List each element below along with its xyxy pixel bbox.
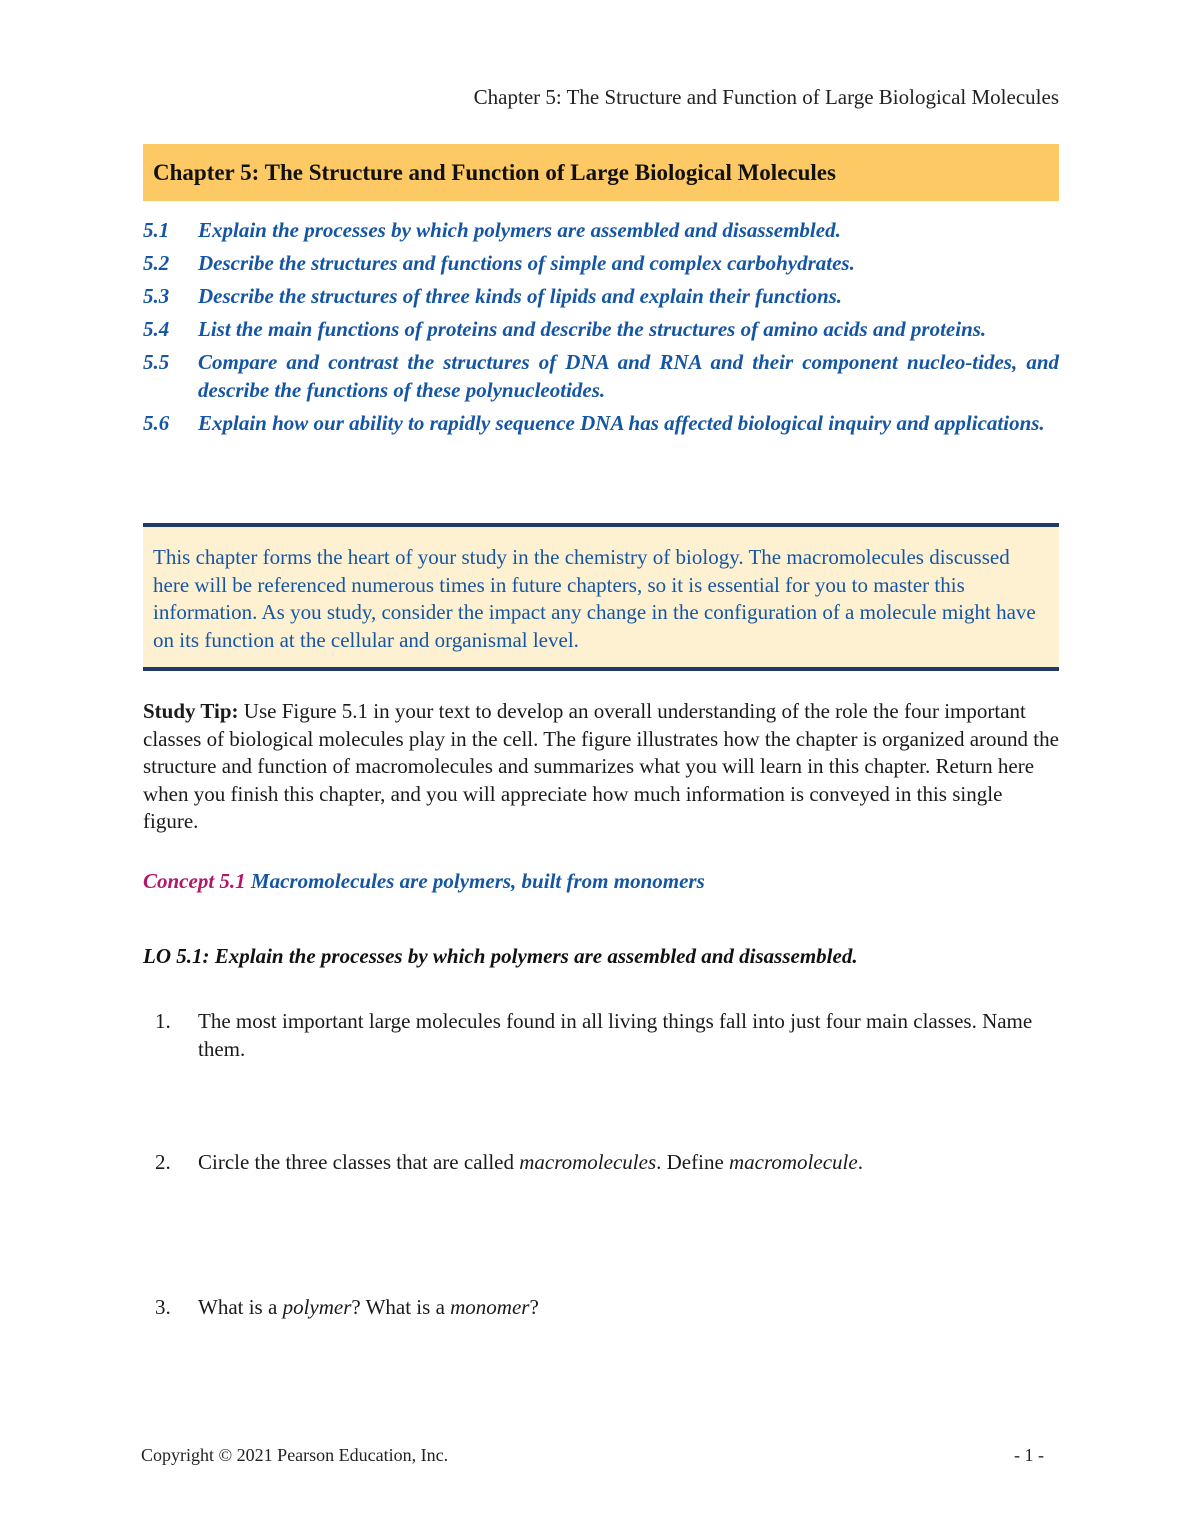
question-text-part: ?: [529, 1295, 539, 1319]
objective-text: Describe the structures of three kinds of lipids and explain their functions.: [198, 284, 843, 308]
objective-text: Explain the processes by which polymers are assembled and disassembled.: [198, 218, 841, 242]
objective-number: 5.4: [143, 317, 170, 341]
objective-item: [143, 315, 1059, 343]
intro-text: This chapter forms the heart of your study in the chemistry of biology. The macromolecules discussed here will be referenced numerous times in future chapters, so it is essential for you to master this information. As you study, consider the impact any change in the configuration of a molecule might have on its function at the cellular and organismal level.: [153, 545, 1036, 652]
question-item: [143, 1007, 1059, 1063]
objective-text: Explain how our ability to rapidly sequence DNA has affected biological inquiry and applications.: [198, 411, 1045, 435]
copyright-notice: Copyright © 2021 Pearson Education, Inc.: [141, 1445, 449, 1465]
question-text: The most important large molecules found in all living things fall into just four main classes. Name them.: [198, 1009, 1033, 1061]
objective-text: Describe the structures and functions of simple and complex carbohydrates.: [198, 251, 855, 275]
objective-text: Compare and contrast the structures of DNA and RNA and their component nucleo-tides, and describe the functions of these polynucleotides.: [198, 350, 1059, 402]
question-term: monomer: [450, 1295, 530, 1319]
lo-heading: LO 5.1: Explain the processes by which polymers are assembled and disassembled.: [143, 944, 858, 968]
question-text: [198, 1148, 1059, 1176]
question-number: 2.: [155, 1150, 171, 1174]
concept-heading: [143, 869, 1059, 894]
running-header: Chapter 5: The Structure and Function of Large Biological Molecules: [473, 85, 1059, 109]
concept-label: Concept 5.1: [143, 869, 246, 893]
objective-item: [143, 409, 1059, 437]
learning-objectives-list: [143, 216, 1059, 442]
question-item: [143, 1293, 1059, 1321]
objective-item: [143, 348, 1059, 404]
objective-number: 5.3: [143, 284, 170, 308]
objective-item: [143, 216, 1059, 244]
chapter-intro-box: [143, 523, 1059, 671]
study-tip-paragraph: [143, 698, 1059, 836]
chapter-title: Chapter 5: The Structure and Function of Large Biological Molecules: [153, 159, 836, 185]
question-text-part: .: [857, 1150, 863, 1174]
objective-number: 5.6: [143, 411, 170, 435]
question-text: [198, 1293, 1059, 1321]
objective-item: [143, 282, 1059, 310]
question-number: 3.: [155, 1295, 171, 1319]
question-text-part: What is a: [198, 1295, 283, 1319]
study-tip-label: Study Tip:: [143, 699, 239, 723]
question-number: 1.: [155, 1009, 171, 1033]
question-item: [143, 1148, 1059, 1176]
concept-title: Macromolecules are polymers, built from monomers: [245, 869, 705, 893]
question-term: macromolecule: [729, 1150, 858, 1174]
question-term: polymer: [282, 1295, 352, 1319]
objective-text: List the main functions of proteins and describe the structures of amino acids and proteins.: [198, 317, 987, 341]
question-term: macromolecules: [519, 1150, 657, 1174]
page-number: - 1 -: [1014, 1445, 1044, 1465]
question-text-part: Circle the three classes that are called: [198, 1150, 520, 1174]
objective-item: [143, 249, 1059, 277]
objective-number: 5.1: [143, 218, 170, 242]
objective-number: 5.2: [143, 251, 170, 275]
question-text-part: . Define: [656, 1150, 730, 1174]
question-text-part: ? What is a: [351, 1295, 451, 1319]
study-tip-text: Use Figure 5.1 in your text to develop an overall understanding of the role the four important classes of biological molecules play in the cell. The figure illustrates how the chapter is organized around the structure and function of macromolecules and summarizes what you will learn in this chapter. Return here when you finish this chapter, and you will appreciate how much information is conveyed in this single figure.: [143, 699, 1059, 833]
objective-number: 5.5: [143, 350, 170, 374]
chapter-title-banner: [143, 144, 1059, 201]
